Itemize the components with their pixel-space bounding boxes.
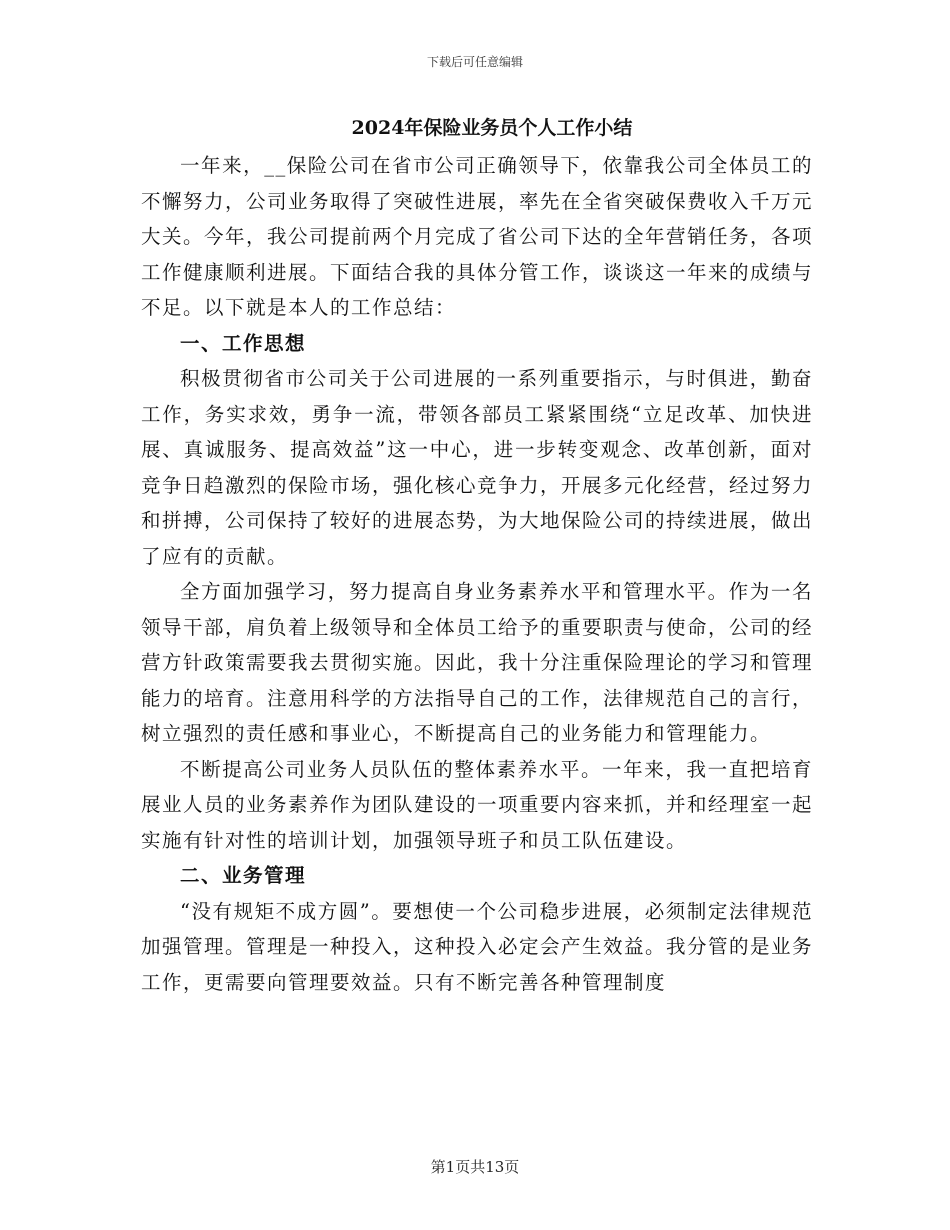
document-title: 2024年保险业务员个人工作小结 bbox=[351, 117, 633, 139]
intro-paragraph: 一年来，__保险公司在省市公司正确领导下，依靠我公司全体员工的不懈努力，公司业务取得了突破性进展，率先在全省突破保费收入千万元大关。今年，我公司提前两个月完成了省公司下达的全年营销任务，各项工作健康顺利进展。下面结合我的具体分管工作，谈谈这一年来的成绩与不足。以下就是本人的工作总结： bbox=[141, 154, 814, 319]
section1-paragraph-1: 积极贯彻省市公司关于公司进展的一系列重要指示，与时俱进，勤奋工作，务实求效，勇争一流，带领各部员工紧紧围绕“立足改革、加快进展、真诚服务、提高效益”这一中心，进一步转变观念、改革创新，面对竞争日趋激烈的保险市场，强化核心竞争力，开展多元化经营，经过努力和拼搏，公司保持了较好的进展态势，为大地保险公司的持续进展，做出了应有的贡献。 bbox=[141, 367, 814, 568]
header-note: 下载后可任意编辑 bbox=[426, 55, 523, 69]
section1-paragraph-3: 不断提高公司业务人员队伍的整体素养水平。一年来，我一直把培育展业人员的业务素养作为团队建设的一项重要内容来抓，并和经理室一起实施有针对性的培训计划，加强领导班子和员工队伍建设。 bbox=[141, 757, 814, 852]
section-heading-work-thought: 一、工作思想 bbox=[180, 331, 307, 355]
section2-paragraph-1: “没有规矩不成方圆”。要想使一个公司稳步进展，必须制定法律规范加强管理。管理是一种投入，这种投入必定会产生效益。我分管的是业务工作，更需要向管理要效益。只有不断完善各种管理制度 bbox=[141, 899, 814, 994]
page-number: 第1页共13页 bbox=[430, 1158, 520, 1176]
section-heading-business-management: 二、业务管理 bbox=[180, 864, 307, 887]
section1-paragraph-2: 全方面加强学习，努力提高自身业务素养水平和管理水平。作为一名领导干部，肩负着上级领导和全体员工给予的重要职责与使命，公司的经营方针政策需要我去贯彻实施。因此，我十分注重保险理论的学习和管理能力的培育。注意用科学的方法指导自己的工作，法律规范自己的言行，树立强烈的责任感和事业心，不断提高自己的业务能力和管理能力。 bbox=[141, 580, 814, 745]
document-body bbox=[141, 108, 813, 1000]
